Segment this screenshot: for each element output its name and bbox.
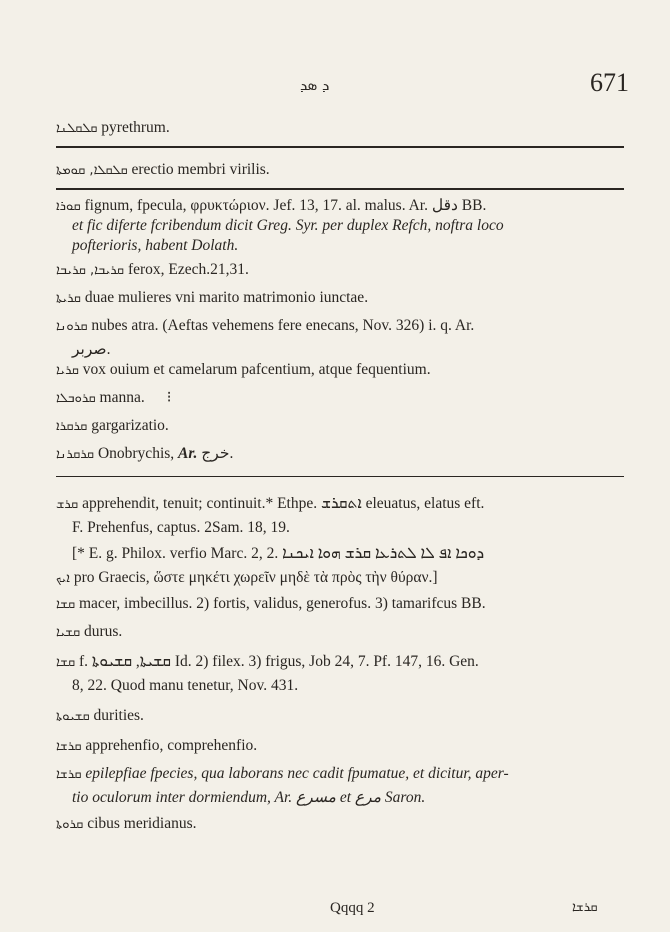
latin-gloss: ferox, Ezech.21,31. [127,261,249,278]
entry-ferox [56,260,636,281]
entry-durus [56,622,636,643]
entry-erectio [56,160,636,181]
entry-apprehensio [56,736,636,757]
entry-apprehendit [56,494,636,515]
syriac-headword: ܩܪܫܐ [56,767,82,782]
latin-gloss: Onobrychis, [97,445,175,462]
syriac-headword: ܩܪܘܒܠܐ [56,391,96,406]
syriac-word: ܐܝܟ [56,571,70,586]
syriac-headword: ܩܪܩܪܐ [56,419,88,434]
note-philox: [* E. g. Philox. verfio Marc. 2, 2. ܕܘܟܐ ܐܦ ܠܐ ܠܬܪܥܐ ܩܪܫ ܗܘܐ ܐܝܟܢܐ [72,545,485,562]
syriac-headword: ܩܫܝܐ [56,625,81,640]
arabic-word: ﺧﺮﺝ. [201,445,234,462]
section-rule [56,188,624,190]
syriac-headword: ܩܫܝܘܬܐ [56,709,90,724]
latin-gloss: durities. [93,707,144,724]
syriac-headword: ܩܪܘܬܐ [56,817,84,832]
section-rule [56,146,624,148]
latin-gloss: gargarizatio. [91,417,169,434]
syriac-headword: ܩܠܩܠܢܐ [56,121,98,136]
latin-gloss: f. ܩܫܝܬܐ, ܩܫܝܘܬܐ Id. 2) filex. 3) frigus, Job 24, 7. Pf. 147, 16. Gen. [79,653,479,670]
latin-gloss: fignum, fpecula, φρυκτώριον. Jef. 13, 17. al. malus. Ar. ﺩﻗﻞ BB. [84,197,487,214]
entry-durities [56,706,636,727]
entry-onobrychis [56,444,636,465]
entry-epilepsiae-cont: tio oculorum inter dormiendum, Ar. ﻣﺴﺮﻉ et ﻣﺮﻉ Saron. [72,789,426,806]
running-head: ܕ ܣܕ [300,76,330,94]
latin-gloss: pyrethrum. [101,119,170,136]
entry-signum [56,196,636,217]
syriac-headword: ܩܘܪܐ [56,199,81,214]
syriac-headword: ܩܪܫ [56,497,79,512]
entry-apprehendit-cont: F. Prehenfus, captus. 2Sam. 18, 19. [72,519,290,536]
note-philox-cont [56,568,636,589]
syriac-headword: ܩܪܫܐ [56,739,82,754]
syriac-headword: ܩܠܩܠܐ, ܩܘܡܬܐ [56,163,128,178]
latin-gloss: vox ouium et camelarum pafcentium, atque fequentium. [82,361,431,378]
syriac-headword: ܩܫܐ [56,655,76,670]
latin-gloss: erectio membri virilis. [131,161,270,178]
entry-f-id-cont: 8, 22. Quod manu tenetur, Nov. 431. [72,677,299,694]
entry-gargarizatio [56,416,636,437]
entry-manna [56,388,636,409]
latin-gloss: epilepfiae fpecies, qua laborans nec cadit fpumatue, et dicitur, aper- [85,765,509,782]
entry-signum-cont: et fic diferte fcribendum dicit Greg. Syr. per duplex Refch, noftra loco [72,217,504,234]
syriac-headword: ܩܫܐ [56,597,76,612]
syriac-headword: ܩܪܘܢܐ [56,319,88,334]
latin-gloss: apprehenfio, comprehenfio. [85,737,258,754]
entry-epilepsiae [56,764,636,785]
arabic-label: Ar. [178,445,198,462]
latin-gloss: duae mulieres vni marito matrimonio iunctae. [84,289,369,306]
latin-gloss: apprehendit, tenuit; continuit.* Ethpe. ܐܬܩܪܫ eleuatus, elatus eft. [82,495,485,512]
section-rule [56,476,624,477]
signature-mark: Qqqq 2 [330,900,375,916]
latin-gloss: pro Graecis, ὥστε μηκέτι χωρεῖν μηδὲ τὰ πρὸς τὴν θύραν.] [73,569,438,586]
entry-nubes-cont: ﺻﺮﺑﺮ. [72,341,111,358]
latin-gloss: manna. [99,389,145,406]
syriac-headword: ܩܪܝܒܐ, ܩܪܝܒܐ [56,263,125,278]
entry-duae [56,288,636,309]
entry-pyrethrum [56,118,636,139]
margin-mark: ⁝ [166,389,172,406]
syriac-headword: ܩܪܝܐ [56,363,79,378]
page-number: 671 [590,68,629,97]
entry-vox [56,360,636,381]
entry-signum-cont: pofterioris, habent Dolath. [72,237,239,254]
latin-gloss: macer, imbecillus. 2) fortis, validus, generofus. 3) tamarifcus BB. [79,595,486,612]
syriac-headword: ܩܪܝܬܐ [56,291,81,306]
syriac-headword: ܩܪܩܪܢܐ [56,447,95,462]
entry-macer [56,594,636,615]
entry-cibus [56,814,636,835]
entry-f-id [56,652,636,673]
latin-gloss: nubes atra. (Aeftas vehemens fere enecans, Nov. 326) i. q. Ar. [91,317,475,334]
latin-gloss: cibus meridianus. [87,815,197,832]
latin-gloss: durus. [83,623,123,640]
entry-nubes [56,316,636,337]
catchword: ܩܪܫܐ [572,900,598,915]
